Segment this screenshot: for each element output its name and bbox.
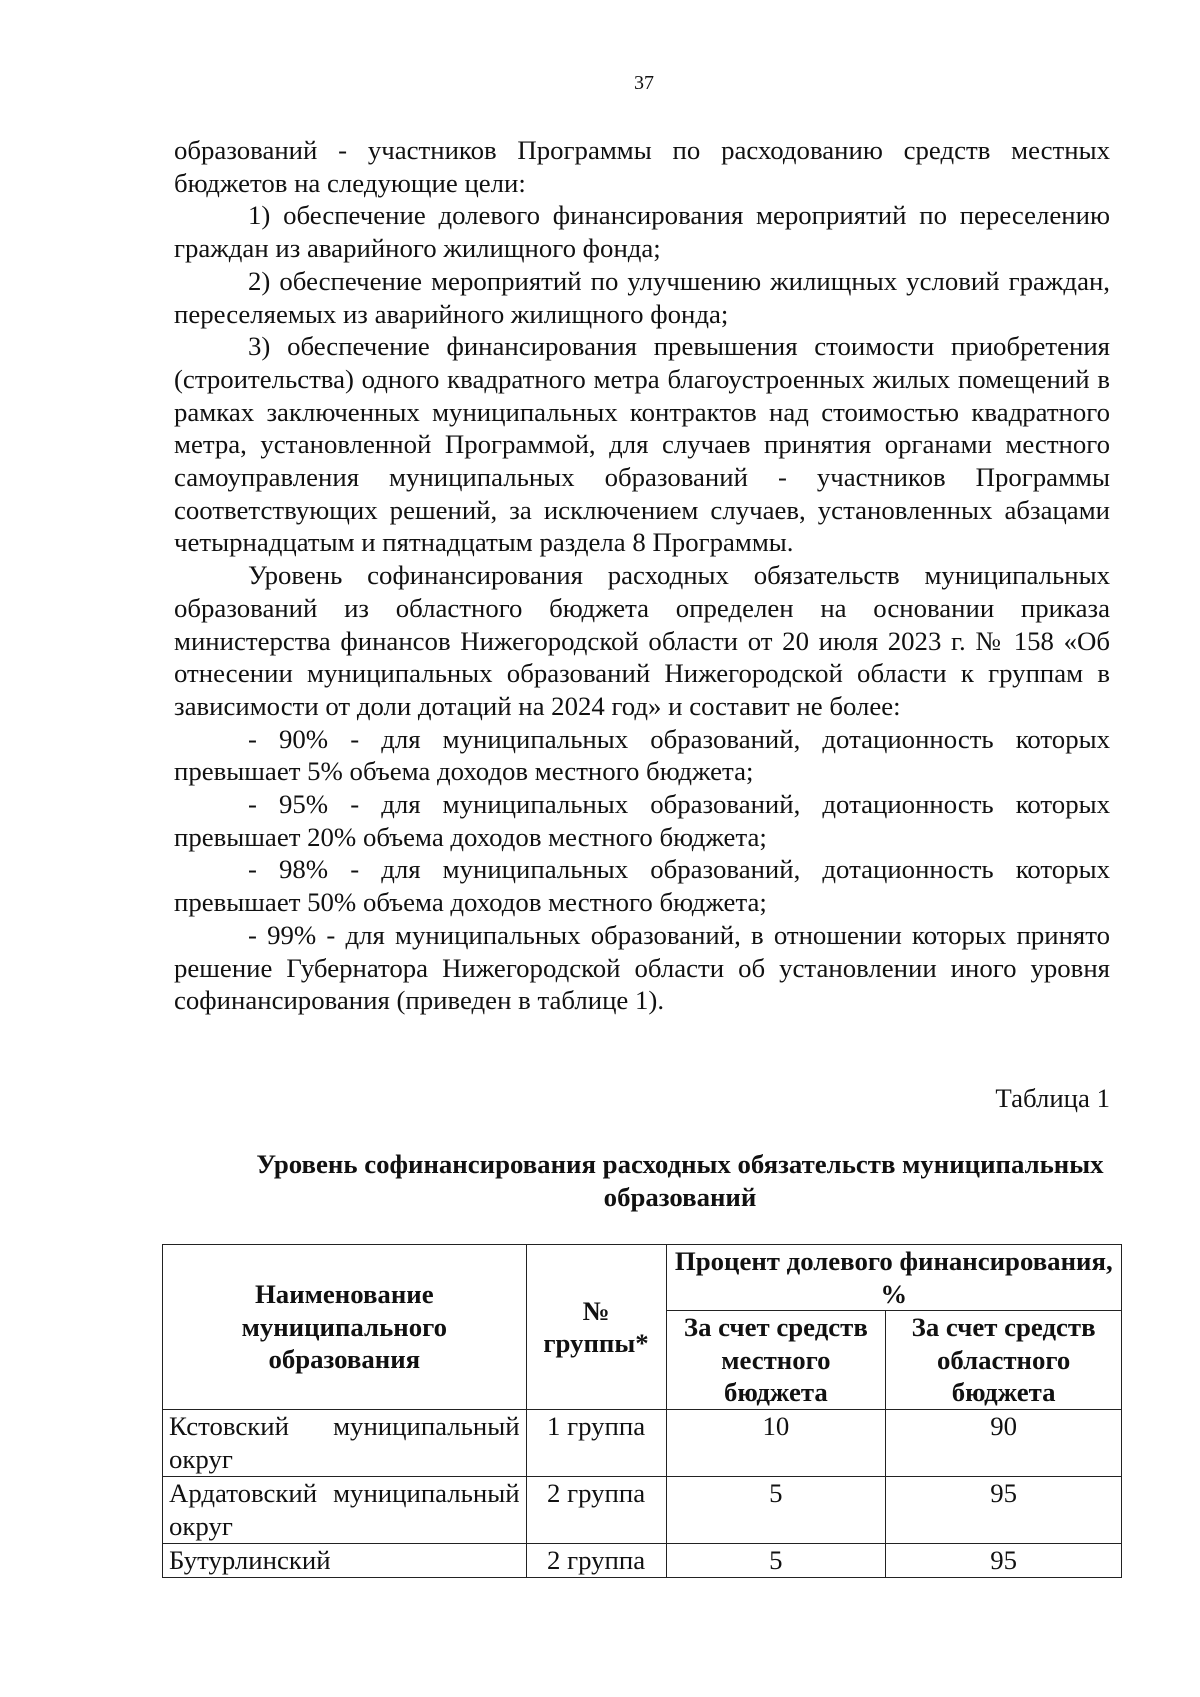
cell-name: Ардатовский муниципальный округ [163, 1477, 527, 1544]
cell-group: 2 группа [526, 1477, 666, 1544]
table-row [163, 1410, 1122, 1477]
cofinancing-table [162, 1244, 1122, 1578]
header-name: Наименование муниципального образования [163, 1245, 527, 1410]
page-number: 37 [634, 72, 654, 94]
paragraph: - 90% - для муниципальных образований, дотационность которых превышает 5% объема доходов местного бюджета; [174, 723, 1110, 787]
cell-local: 5 [666, 1477, 886, 1544]
cell-regional: 95 [886, 1544, 1122, 1578]
header-group: № группы* [526, 1245, 666, 1410]
paragraph: - 98% - для муниципальных образований, дотационность которых превышает 50% объема доходов местного бюджета; [174, 854, 1110, 918]
paragraph: 1) обеспечение долевого финансирования мероприятий по переселению граждан из аварийного жилищного фонда; [174, 200, 1110, 264]
cell-group: 2 группа [526, 1544, 666, 1578]
body-text [174, 134, 1110, 1017]
paragraph: - 95% - для муниципальных образований, дотационность которых превышает 20% объема доходов местного бюджета; [174, 789, 1110, 852]
header-local: За счет средств местного бюджета [666, 1311, 886, 1410]
cell-regional: 95 [886, 1477, 1122, 1544]
cell-group: 1 группа [526, 1410, 666, 1477]
paragraph: Уровень софинансирования расходных обязательств муниципальных образований из областного бюджета определен на основании приказа министерства финансов Нижегородской области от 20 июля 2023 г. № 158 «Об отнесении муниципальных образований Нижегородской области к группам в зависимости от доли дотаций на 2024 год» и составит не более: [174, 560, 1110, 721]
table-row [163, 1544, 1122, 1578]
table-title: Уровень софинансирования расходных обязательств муниципальных образований [256, 1149, 1104, 1212]
cell-name: Кстовский муниципальный округ [163, 1410, 527, 1477]
header-regional: За счет средств областного бюджета [886, 1311, 1122, 1410]
paragraph: 3) обеспечение финансирования превышения стоимости приобретения (строительства) одного квадратного метра благоустроенных жилых помещений в рамках заключенных муниципальных контрактов над стоимостью квадратного метра, установленной Программой, для случаев принятия органами местного самоуправления муниципальных образований - участников Программы соответствующих решений, за исключением случаев, установленных абзацами четырнадцатым и пятнадцатым раздела 8 Программы. [174, 331, 1110, 558]
table-row [163, 1477, 1122, 1544]
cell-local: 5 [666, 1544, 886, 1578]
cell-local: 10 [666, 1410, 886, 1477]
header-percent: Процент долевого финансирования, % [666, 1245, 1121, 1311]
paragraph: образований - участников Программы по расходованию средств местных бюджетов на следующие цели: [174, 135, 1110, 198]
cell-name: Бутурлинский [163, 1544, 527, 1578]
paragraph: - 99% - для муниципальных образований, в отношении которых принято решение Губернатора Нижегородской области об установлении иного уровня софинансирования (приведен в таблице 1). [174, 919, 1110, 1016]
cell-regional: 90 [886, 1410, 1122, 1477]
table-caption: Таблица 1 [995, 1083, 1110, 1113]
paragraph: 2) обеспечение мероприятий по улучшению жилищных условий граждан, переселяемых из аварийного жилищного фонда; [174, 265, 1110, 329]
